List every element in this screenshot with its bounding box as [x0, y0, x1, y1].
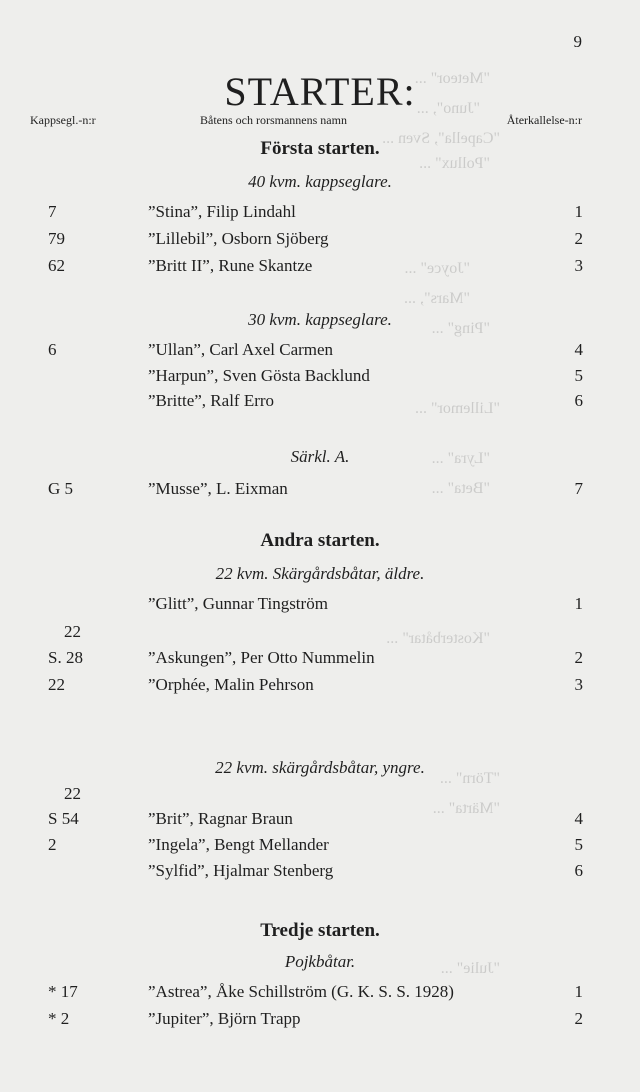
entry-number: 62 [48, 256, 65, 275]
entry-number: 22 [64, 622, 81, 641]
entry-row [0, 809, 640, 833]
entry-number: 7 [48, 202, 57, 221]
entry-row [0, 982, 640, 1006]
entry-recall-number: 5 [574, 366, 583, 385]
entry-recall-number: 6 [574, 391, 583, 410]
entry-row [0, 256, 640, 280]
entry-boat-skipper: ”Sylfid”, Hjalmar Stenberg [148, 861, 334, 880]
entry-number: 6 [48, 340, 57, 359]
entry-boat-skipper: ”Orphée, Malin Pehrson [148, 675, 314, 694]
entry-row [0, 622, 640, 646]
entry-recall-number: 7 [574, 479, 583, 498]
entry-row [0, 594, 640, 618]
entry-boat-skipper: ”Britt II”, Rune Skantze [148, 256, 313, 275]
entry-recall-number: 4 [574, 340, 583, 359]
entry-row [0, 229, 640, 253]
entry-row [0, 675, 640, 699]
column-header-recall: Återkallelse-n:r [506, 113, 582, 127]
entry-boat-skipper: ”Musse”, L. Eixman [148, 479, 288, 498]
page-title: STARTER: [224, 69, 416, 114]
entry-number: 22 [64, 784, 81, 803]
entry-row [0, 366, 640, 390]
entry-recall-number: 3 [574, 256, 583, 275]
entry-row [0, 202, 640, 226]
class-heading: Pojkbåtar. [284, 952, 356, 971]
entry-number: * 17 [48, 982, 78, 1001]
entry-row [0, 861, 640, 885]
entry-row [0, 784, 640, 808]
class-heading: 30 kvm. kappseglare. [248, 310, 392, 329]
entry-number: 22 [48, 675, 65, 694]
entry-boat-skipper: ”Astrea”, Åke Schillström (G. K. S. S. 1928) [148, 982, 454, 1001]
entry-recall-number: 5 [574, 835, 583, 854]
entry-recall-number: 4 [574, 809, 583, 828]
column-header-number: Kappsegl.-n:r [30, 113, 96, 127]
entry-boat-skipper: ”Ullan”, Carl Axel Carmen [148, 340, 334, 359]
entry-recall-number: 3 [574, 675, 583, 694]
entry-boat-skipper: ”Britte”, Ralf Erro [148, 391, 275, 410]
entry-number: 2 [48, 835, 57, 854]
entry-boat-skipper: ”Ingela”, Bengt Mellander [148, 835, 329, 854]
entry-number: S 54 [48, 809, 79, 828]
entry-boat-skipper: ”Jupiter”, Björn Trapp [148, 1009, 301, 1028]
entry-row [0, 479, 640, 503]
section-heading: Andra starten. [260, 530, 380, 551]
bleed-through-texture: "Meteor" ... "Juno", ... "Capella", Sven ... "Pollux" ... "Joyce" ... "Mars", ... "Ping" ... "Lillemor" ... "Lyra" ... "Beta" ... "Kosterbåtar" ... "Törn" ... "Märta" ... "Julie" ... [382, 70, 500, 977]
section-heading: Tredje starten. [260, 920, 380, 941]
entry-number: * 2 [48, 1009, 70, 1028]
entry-row [0, 648, 640, 672]
entry-row [0, 340, 640, 364]
column-header-boat: Båtens och rorsmannens namn [200, 113, 347, 127]
entry-row [0, 1009, 640, 1033]
entry-number: G 5 [48, 479, 74, 498]
entry-recall-number: 2 [574, 648, 583, 667]
class-heading: 22 kvm. skärgårdsbåtar, yngre. [215, 758, 425, 777]
entry-recall-number: 1 [574, 594, 583, 613]
class-heading: 22 kvm. Skärgårdsbåtar, äldre. [215, 564, 425, 583]
entry-recall-number: 1 [574, 202, 583, 221]
entry-boat-skipper: ”Brit”, Ragnar Braun [148, 809, 293, 828]
class-heading: 40 kvm. kappseglare. [248, 172, 392, 191]
class-heading: Särkl. A. [290, 447, 350, 466]
section-heading: Första starten. [260, 138, 380, 159]
entry-recall-number: 2 [574, 229, 583, 248]
page-number: 9 [573, 32, 582, 51]
entry-row [0, 391, 640, 415]
entry-recall-number: 1 [574, 982, 583, 1001]
entry-recall-number: 2 [574, 1009, 583, 1028]
entry-recall-number: 6 [574, 861, 583, 880]
entry-number: 79 [48, 229, 65, 248]
entry-row [0, 835, 640, 859]
entry-boat-skipper: ”Glitt”, Gunnar Tingström [148, 594, 328, 613]
entry-boat-skipper: ”Harpun”, Sven Gösta Backlund [148, 366, 370, 385]
entry-boat-skipper: ”Askungen”, Per Otto Nummelin [148, 648, 375, 667]
entry-boat-skipper: ”Lillebil”, Osborn Sjöberg [148, 229, 329, 248]
entry-number: S. 28 [48, 648, 83, 667]
entry-boat-skipper: ”Stina”, Filip Lindahl [148, 202, 296, 221]
